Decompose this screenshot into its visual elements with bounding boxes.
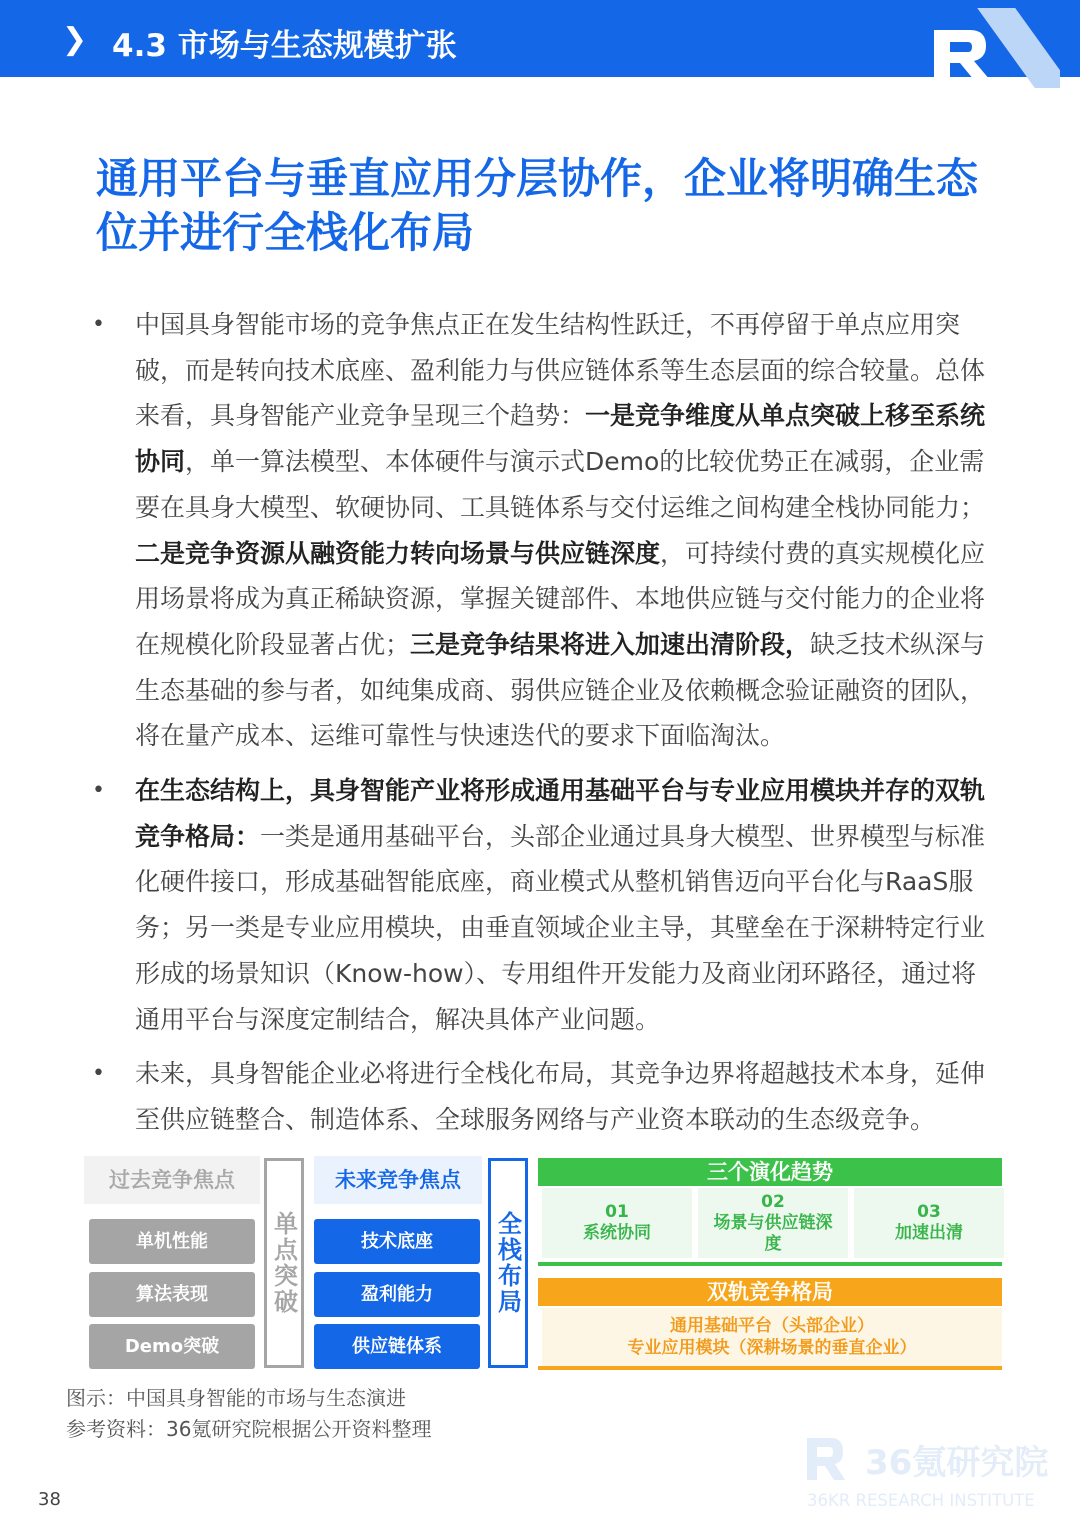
bullet-item <box>90 302 990 759</box>
figure-title: 图示：中国具身智能的市场与生态演进 <box>66 1386 406 1410</box>
single-point-bar: 单点突破 <box>264 1158 304 1368</box>
dual-track-divider <box>538 1366 1002 1370</box>
trend-label: 场景与供应链深度 <box>713 1212 833 1254</box>
36kr-research-watermark <box>805 1432 1055 1512</box>
dual-track-line: 通用基础平台（头部企业） <box>670 1316 874 1336</box>
page-number: 38 <box>38 1489 61 1510</box>
past-item: 算法表现 <box>89 1272 255 1317</box>
trend-label: 加速出清 <box>895 1223 963 1243</box>
past-item: Demo突破 <box>89 1324 255 1369</box>
figure-source: 参考资料：36氪研究院根据公开资料整理 <box>66 1417 432 1441</box>
36kr-logo-icon <box>930 8 1060 88</box>
bold-segment: 三是竞争结果将进入加速出清阶段， <box>410 629 811 659</box>
brand-cn: 36氪研究院 <box>865 1443 1049 1483</box>
bold-segment: 二是竞争资源从融资能力转向场景与供应链深度 <box>135 538 661 568</box>
ecosystem-diagram <box>84 1156 1004 1376</box>
page-title: 通用平台与垂直应用分层协作，企业将明确生态位并进行全栈化布局 <box>96 154 979 257</box>
text-segment: ，可持续付费的真实规模化应用场景将成为真正稀缺资源，掌握关键部件、本地供应链与交付能力的企业将在规模化阶段显著占优； <box>135 538 986 659</box>
future-item: 供应链体系 <box>314 1324 480 1369</box>
text-segment: 一类是通用基础平台，头部企业通过具身大模型、世界模型与标准化硬件接口，形成基础智能底座，商业模式从整机销售迈向平台化与RaaS服务；另一类是专业应用模块，由垂直领域企业主导，其壁垒在于深耕特定行业形成的场景知识（Know-how）、专用组件开发能力及商业闭环路径，通过将通用平台与深度定制结合，解决具体产业问题。 <box>135 821 986 1034</box>
trends-header: 三个演化趋势 <box>538 1158 1002 1186</box>
bullet-text <box>135 310 985 750</box>
page-header <box>0 0 1080 77</box>
trend-number: 02 <box>761 1191 785 1212</box>
future-focus-header: 未来竞争焦点 <box>314 1156 482 1204</box>
bullet-dot: • <box>92 312 105 337</box>
chevron-right-icon: ❯ <box>62 22 88 57</box>
past-item: 单机性能 <box>89 1219 255 1264</box>
text-segment: ，单一算法模型、本体硬件与演示式Demo的比较优势正在减弱，企业需要在具身大模型、软硬协同、工具链体系与交付运维之间构建全栈协同能力； <box>135 447 986 522</box>
dual-track-line: 专业应用模块（深耕场景的垂直企业） <box>627 1338 917 1358</box>
bold-segment: 在生态结构上，具身智能产业将形成通用基础平台与专业应用模块并存的双轨竞争格局： <box>135 776 986 851</box>
text-segment: 中国具身智能市场的竞争焦点正在发生结构性跃迁，不再停留于单点应用突破，而是转向技术底座、盈利能力与供应链体系等生态层面的综合较量。总体来看，具身智能产业竞争呈现三个趋势： <box>135 310 986 431</box>
full-stack-bar: 全栈布局 <box>488 1158 528 1368</box>
future-item: 技术底座 <box>314 1219 480 1264</box>
bullet-item <box>90 1051 990 1142</box>
bullet-list <box>90 302 990 1152</box>
figure-caption <box>66 1383 431 1445</box>
past-focus-header: 过去竞争焦点 <box>84 1156 260 1204</box>
dual-track-header: 双轨竞争格局 <box>538 1278 1002 1306</box>
bullet-text: 未来，具身智能企业必将进行全栈化布局，其竞争边界将超越技术本身，延伸至供应链整合、制造体系、全球服务网络与产业资本联动的生态级竞争。 <box>135 1059 986 1134</box>
bold-segment: 一是竞争维度从单点突破上移至系统协同 <box>135 401 986 477</box>
trends-divider <box>538 1262 1002 1266</box>
brand-en: 36KR RESEARCH INSTITUTE <box>807 1491 1035 1510</box>
trend-item <box>698 1188 848 1258</box>
dual-track-body <box>542 1308 1002 1366</box>
bullet-item <box>90 768 990 1042</box>
future-item: 盈利能力 <box>314 1272 480 1317</box>
trend-number: 01 <box>605 1202 629 1222</box>
trend-item <box>542 1188 692 1258</box>
bullet-dot: • <box>92 1061 105 1087</box>
bullet-text <box>135 776 985 1034</box>
bullet-dot: • <box>92 778 105 804</box>
section-title: 4.3 市场与生态规模扩张 <box>112 28 457 64</box>
trend-number: 03 <box>917 1202 941 1222</box>
trend-item <box>854 1188 1004 1258</box>
text-segment: 缺乏技术纵深与生态基础的参与者，如纯集成商、弱供应链企业及依赖概念验证融资的团队，将在量产成本、运维可靠性与快速迭代的要求下面临淘汰。 <box>135 629 986 751</box>
trend-label: 系统协同 <box>583 1223 651 1243</box>
